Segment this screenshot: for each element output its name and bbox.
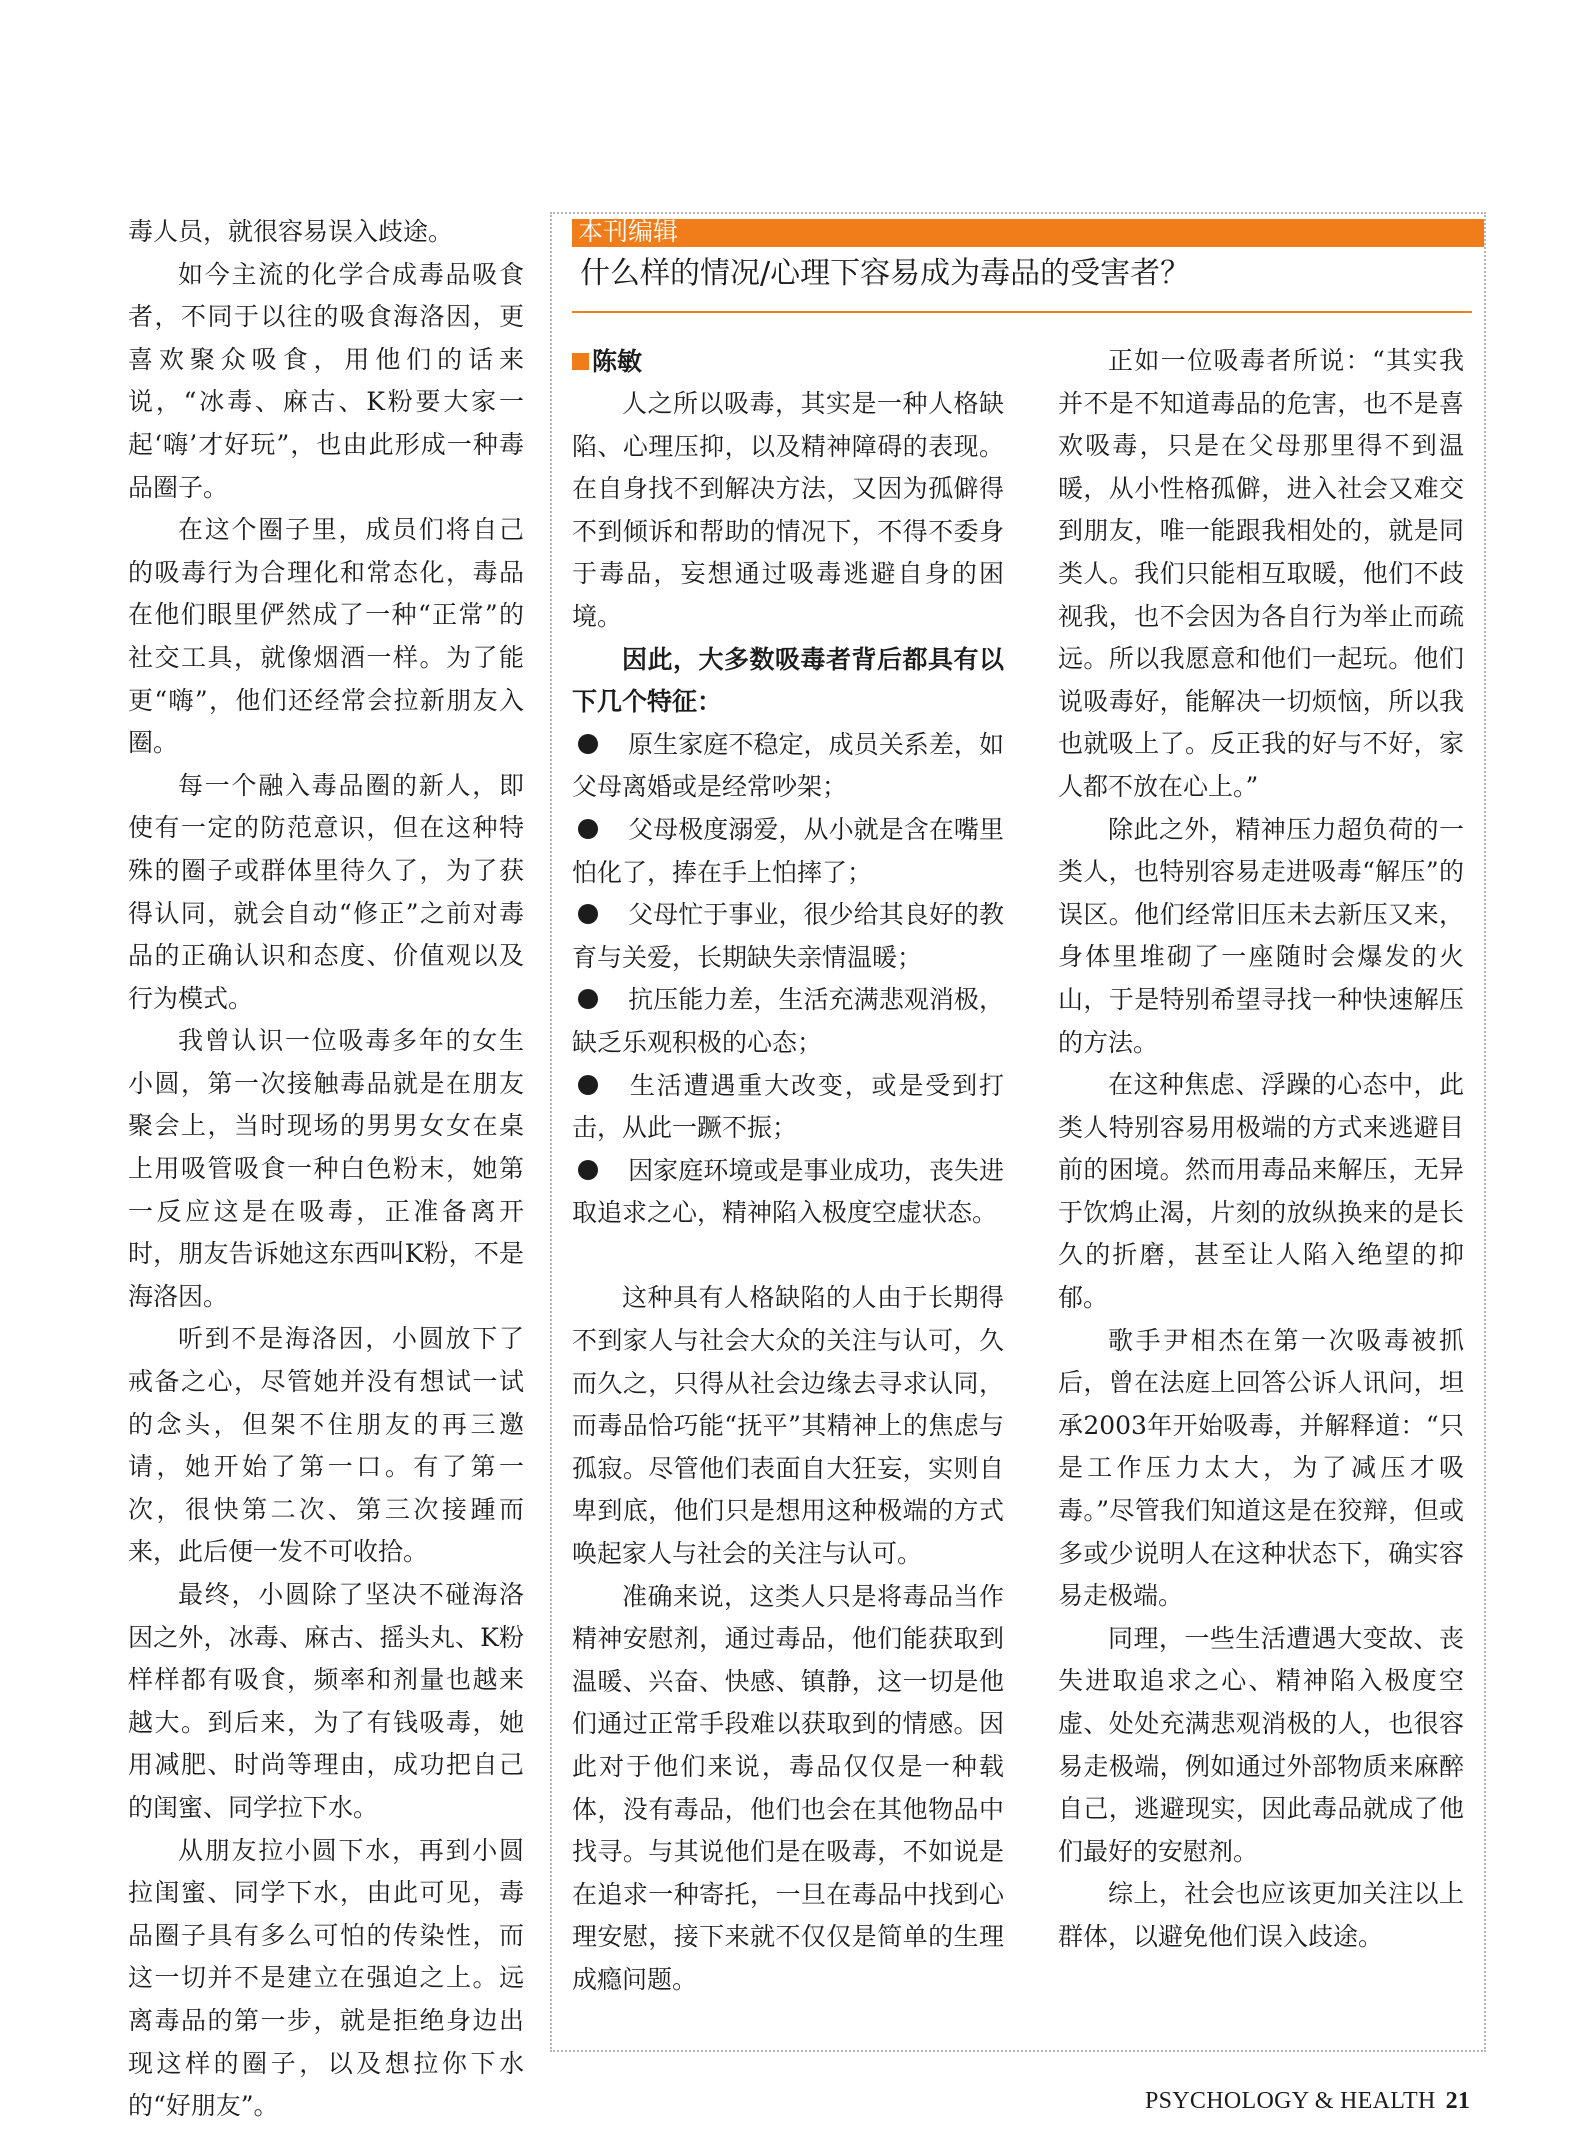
orange-square-icon — [572, 353, 589, 370]
right-column — [1058, 340, 1464, 1959]
author-name: 陈敏 — [592, 347, 643, 376]
bullet-text: 父母极度溺爱，从小就是含在嘴里怕化了，捧在手上怕摔了； — [572, 814, 1004, 887]
bullet-dot-icon — [578, 819, 598, 839]
paragraph: 从朋友拉小圆下水，再到小圆拉闺蜜、同学下水，由此可见，毒品圈子具有多么可怕的传染性，而这一切并不是建立在强迫之上。远离毒品的第一步，就是拒绝身边出现这样的圈子，以及想拉你下水的“好朋友”。 — [128, 1835, 524, 2121]
bullet-item — [572, 809, 1004, 894]
paragraph: 毒人员，就很容易误入歧途。 — [128, 217, 454, 246]
section-label-bar — [572, 219, 1484, 247]
bold-lead-paragraph: 因此，大多数吸毒者背后都具有以下几个特征： — [572, 644, 1004, 717]
paragraph: 准确来说，这类人只是将毒品当作精神安慰剂，通过毒品，他们能获取到温暖、兴奋、快感、镇静，这一切是他们通过正常手段难以获取到的情感。因此对于他们来说，毒品仅仅是一种载体，没有毒品，他们也会在其他物品中找寻。与其说他们是在吸毒，不如说是在追求一种寄托，一旦在毒品中找到心理安慰，接下来就不仅仅是简单的生理成瘾问题。 — [572, 1581, 1004, 1994]
bullet-text: 因家庭环境或是事业成功，丧失进取追求之心，精神陷入极度空虚状态。 — [572, 1155, 1004, 1228]
bullet-item — [572, 724, 1004, 809]
paragraph: 正如一位吸毒者所说：“其实我并不是不知道毒品的危害，也不是喜欢吸毒，只是在父母那里得不到温暖，从小性格孤僻，进入社会又难交到朋友，唯一能跟我相处的，就是同类人。我们只能相互取暖，他们不歧视我，也不会因为各自行为举止而疏远。所以我愿意和他们一起玩。他们说吸毒好，能解决一切烦恼，所以我也就吸上了。反正我的好与不好，家人都不放在心上。” — [1058, 346, 1464, 801]
section-label: 本刊编辑 — [578, 217, 679, 246]
paragraph: 听到不是海洛因，小圆放下了戒备之心，尽管她并没有想试一试的念头，但架不住朋友的再三邀请，她开始了第一口。有了第一次，很快第二次、第三次接踵而来，此后便一发不可收拾。 — [128, 1324, 524, 1567]
sidebar-question-title: 什么样的情况/心理下容易成为毒品的受害者？ — [580, 256, 1191, 291]
paragraph: 歌手尹相杰在第一次吸毒被抓后，曾在法庭上回答公诉人讯问，坦承2003年开始吸毒，并解释道：“只是工作压力太大，为了减压才吸毒。”尽管我们知道这是在狡辩，但或多或少说明人在这种状态下，确实容易走极端。 — [1058, 1325, 1464, 1611]
paragraph: 每一个融入毒品圈的新人，即使有一定的防范意识，但在这种特殊的圈子或群体里待久了，为了获得认同，就会自动“修正”之前对毒品的正确认识和态度、价值观以及行为模式。 — [128, 770, 524, 1013]
left-column — [128, 211, 524, 2128]
bullet-item — [572, 979, 1004, 1064]
paragraph: 除此之外，精神压力超负荷的一类人，也特别容易走进吸毒“解压”的误区。他们经常旧压未去新压又来，身体里堆砌了一座随时会爆发的火山，于是特别希望寻找一种快速解压的方法。 — [1058, 814, 1464, 1057]
bullet-dot-icon — [578, 989, 598, 1009]
paragraph: 在这种焦虑、浮躁的心态中，此类人特别容易用极端的方式来逃避目前的困境。然而用毒品来解压，无异于饮鸩止渴，片刻的放纵换来的是长久的折磨，甚至让人陷入绝望的抑郁。 — [1058, 1070, 1464, 1313]
bullet-text: 父母忙于事业，很少给其良好的教育与关爱，长期缺失亲情温暖； — [572, 900, 1004, 972]
paragraph: 同理，一些生活遭遇大变故、丧失进取追求之心、精神陷入极度空虚、处处充满悲观消极的人，也很容易走极端，例如通过外部物质来麻醉自己，逃避现实，因此毒品就成了他们最好的安慰剂。 — [1058, 1623, 1464, 1866]
bullet-dot-icon — [578, 1160, 598, 1180]
bullet-text: 原生家庭不稳定，成员关系差，如父母离婚或是经常吵架； — [572, 729, 1004, 802]
paragraph: 我曾认识一位吸毒多年的女生小圆，第一次接触毒品就是在朋友聚会上，当时现场的男男女女在桌上用吸管吸食一种白色粉末，她第一反应这是在吸毒，正准备离开时，朋友告诉她这东西叫K粉，不是海洛因。 — [128, 1026, 524, 1311]
bullet-dot-icon — [578, 734, 598, 754]
spacer — [572, 1235, 1004, 1278]
bullet-item — [572, 1150, 1004, 1235]
middle-column — [572, 383, 1004, 2002]
author-byline — [572, 345, 642, 379]
title-divider — [572, 311, 1472, 313]
page-number: 21 — [1445, 2088, 1471, 2114]
bullet-text: 抗压能力差，生活充满悲观消极，缺乏乐观积极的心态； — [572, 985, 1004, 1057]
magazine-name: PSYCHOLOGY & HEALTH — [1145, 2088, 1436, 2114]
bullet-text: 生活遭遇重大改变，或是受到打击，从此一蹶不振； — [572, 1070, 1004, 1143]
paragraph: 在这个圈子里，成员们将自己的吸毒行为合理化和常态化，毒品在他们眼里俨然成了一种“正常”的社交工具，就像烟酒一样。为了能更“嗨”，他们还经常会拉新朋友入圈。 — [128, 515, 524, 758]
bullet-dot-icon — [578, 904, 598, 924]
paragraph: 综上，社会也应该更加关注以上群体，以避免他们误入歧途。 — [1058, 1879, 1464, 1951]
paragraph: 人之所以吸毒，其实是一种人格缺陷、心理压抑，以及精神障碍的表现。在自身找不到解决方法，又因为孤僻得不到倾诉和帮助的情况下，不得不委身于毒品，妄想通过吸毒逃避自身的困境。 — [572, 389, 1004, 631]
bullet-item — [572, 1065, 1004, 1150]
paragraph: 如今主流的化学合成毒品吸食者，不同于以往的吸食海洛因，更喜欢聚众吸食，用他们的话来说，“冰毒、麻古、K粉要大家一起‘嗨’才好玩”，也由此形成一种毒品圈子。 — [128, 259, 524, 502]
paragraph: 这种具有人格缺陷的人由于长期得不到家人与社会大众的关注与认可，久而久之，只得从社会边缘去寻求认同，而毒品恰巧能“抚平”其精神上的焦虑与孤寂。尽管他们表面自大狂妄，实则自卑到底，他们只是想用这种极端的方式唤起家人与社会的关注与认可。 — [572, 1283, 1004, 1569]
paragraph: 最终，小圆除了坚决不碰海洛因之外，冰毒、麻古、摇头丸、K粉样样都有吸食，频率和剂量也越来越大。到后来，为了有钱吸毒，她用减肥、时尚等理由，成功把自己的闺蜜、同学拉下水。 — [128, 1580, 524, 1822]
bullet-dot-icon — [578, 1075, 598, 1095]
bullet-item — [572, 894, 1004, 979]
page-footer — [1145, 2086, 1470, 2116]
